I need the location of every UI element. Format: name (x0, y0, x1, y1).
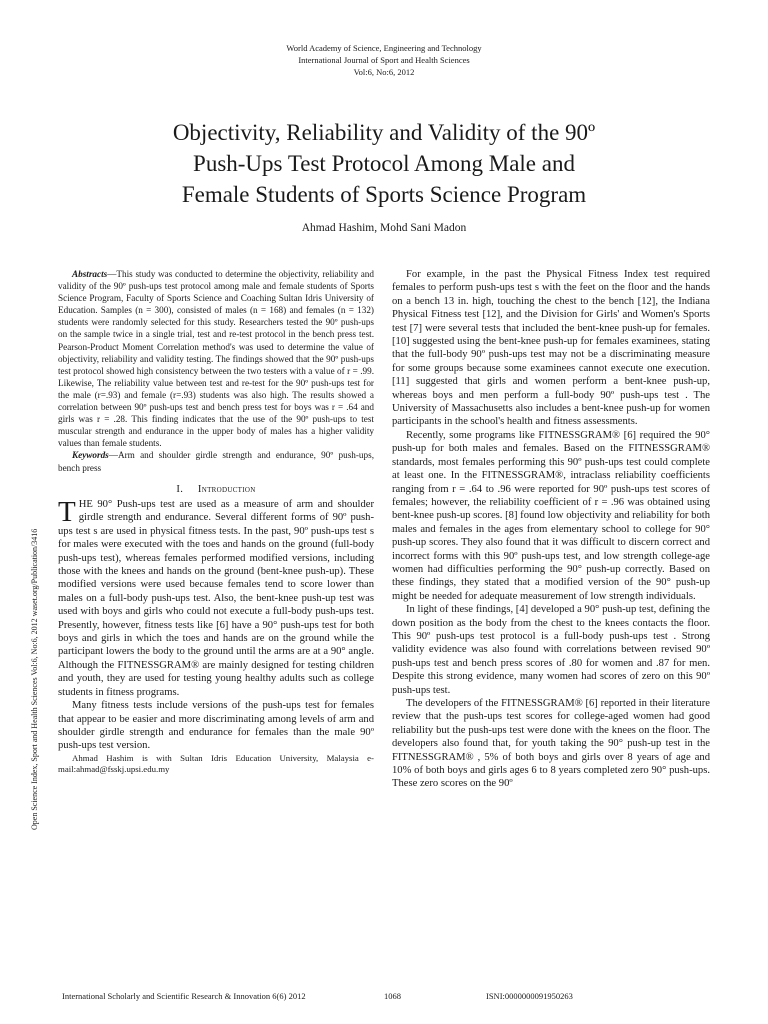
intro-paragraph-1 (58, 498, 374, 699)
journal-header (0, 42, 768, 78)
title-line-1: Objectivity, Reliability and Validity of the 90º (172, 120, 596, 145)
authors: Ahmad Hashim, Mohd Sani Madon (301, 222, 467, 234)
title-line-3: Female Students of Sports Science Program (181, 182, 587, 207)
header-line-3: Vol:6, No:6, 2012 (353, 67, 415, 77)
author-footnote: Ahmad Hashim is with Sultan Idris Education University, Malaysia e-mail:ahmad@fsskj.upsi.edu.my (58, 752, 374, 774)
right-column (392, 268, 710, 791)
left-column (58, 268, 374, 775)
section-title: Introduction (197, 483, 256, 495)
paper-title (60, 117, 708, 210)
intro-paragraph-2: Many fitness tests include versions of the push-ups test for females that appear to be easier and more discriminating among levels of arm and shoulder girdle strength and endurance for females than the male 90º push-ups test version. (58, 700, 374, 752)
header-line-2: International Journal of Sport and Health Sciences (298, 55, 470, 65)
right-paragraph-2: Recently, some programs like FITNESSGRAM® [6] required the 90° push-up for both males and females. Based on the FITNESSGRAM® standards, most females performing this 90º push-ups test could complete at least one. In the FITNESSGRAM®, intraclass reliability coefficients ranging from r = .64 to .96 were reported for 90º push-ups test scores of females; however, the reliability coefficient of r = .96 was obtained using bent-knee push-up scores. [8] found low objectivity and reliability for both males and females in the ages from elementary school to college for 90° push-up scores. They also found that it was difficult to discern correct and incorrect forms with this 90º push-ups test, and low strength college-age women had difficulties performing the 90° push-up correctly. Based on these findings, they stated that a modified version of the 90° push-up might be needed for adequate measurement of low strength individuals. (392, 429, 710, 602)
header-line-1: World Academy of Science, Engineering and Technology (286, 43, 482, 53)
intro-text-1: HE 90° Push-ups test are used as a measure of arm and shoulder girdle strength and endurance. Several different forms of 90º push-ups test s are used in physical fitness tests. In the past, 90º push-ups test s for males were executed with the toes and hands on the ground (full-body push-ups test), whereas females performed modified versions, including those with the knees and hands on the ground (bent-knee push-up). These modified versions were used because females tend to score lower than males on a full-body push-ups test. Also, the bent-knee push-up test was used with boys and girls who could not execute a full-body push-ups test. Presently, however, fitness tests like [6] have a 90° push-ups test for both boys and girls in which the toes and hands are on the ground while the participant lowers the body to the ground until the arms are at a 90° angle. Although the FITNESSGRAM® are mainly designed for testing children and youth, they are used for testing young healthy adults such as college students in fitness programs. (58, 499, 374, 698)
footer-journal: International Scholarly and Scientific Research & Innovation 6(6) 2012 (62, 991, 306, 1001)
keywords-label: Keywords (72, 450, 109, 461)
abstract-label: Abstracts (72, 269, 108, 279)
keywords-text: —Arm and shoulder girdle strength and endurance, 90º push-ups, bench press (58, 450, 374, 473)
section-number: I. (176, 483, 184, 495)
right-paragraph-4: The developers of the FITNESSGRAM® [6] reported in their literature review that the push-ups test scores for college-aged women had good reliability but the push-ups test were done with the knees on the floor. The developers also found that, for youth taking the 90° push-up test in the FITNESSGRAM® , 5% of both boys and girls over 8 years of age and 10% of both boys and girls ages 6 to 8 years completed zero 90° push-ups. These zero scores on the 90º (392, 698, 710, 790)
right-paragraph-1: For example, in the past the Physical Fitness Index test required females to perform push-ups test s with the feet on the floor and the hands on a bench 13 in. high, touching the chest to the bench [12], the Indiana Physical Fitness test [12], and the Division for Girls' and Women's Sports test [7] were several tests that included the bent-knee push-up for females. [10] suggested using the bent-knee push-up for females examinees, stating that the full-body 90º push-ups test may not be a discriminating measure for some groups because some examinees cannot execute one execution. [11] suggested that girls and women perform a bent-knee push-up, whereas boys and men perform a full-body 90º push-ups test . The University of Massachusetts also includes a bent-knee push-up for women participants in the school's health and fitness assessments. (392, 269, 710, 428)
footer-page-number: 1068 (384, 991, 401, 1001)
title-line-2: Push-Ups Test Protocol Among Male and (193, 151, 575, 176)
abstract-text: —This study was conducted to determine the objectivity, reliability and validity of the 90º push-ups test protocol among male and female students of Sports Science Program, Faculty of Sports Science and Coaching Sultan Idris University of Education. Samples (n = 300), consisted of males (n = 168) and females (n = 132) students were randomly selected for this study. Researchers tested the 90º push-ups on the sample twice in a single trial, test and re-test protocol in the bench press test. Pearson-Product Moment Correlation method's was used to determine the value of objectivity, reliability and validity testing. The findings showed that the 90º push-ups test protocol showed high consistency between the two testers with a value of r = .99. Likewise, The reliability value between test and re-test for the 90º push-ups test for the male (r=.93) and female (r=.93) students was also high. The results showed a correlation between 90º push-ups test and bench press test for boys was r = .64 and girls was r = .28. This finding indicates that the use of the 90º push-ups to test muscular strength and endurance in the upper body of males has a higher validity values than female students. (58, 269, 374, 449)
drop-cap: T (58, 496, 76, 528)
section-heading (58, 483, 374, 496)
right-paragraph-3: In light of these findings, [4] developed a 90° push-up test, defining the down position as the body from the chest to the knees contacts the floor. This 90º push-ups test protocol is a full-body push-ups test . Strong validity evidence was also found with correlations between revised 90º push-ups test and bench press scores of .80 for women and .87 for men. Despite this strong evidence, many women had scores of zero on this 90º push-ups test. (392, 604, 710, 696)
abstract (58, 268, 374, 449)
footer-isni: ISNI:0000000091950263 (486, 991, 573, 1001)
sidebar-citation: Open Science Index, Sport and Health Sciences Vol:6, No:6, 2012 waset.org/Publication/3416 (30, 528, 39, 830)
keywords (58, 449, 374, 473)
